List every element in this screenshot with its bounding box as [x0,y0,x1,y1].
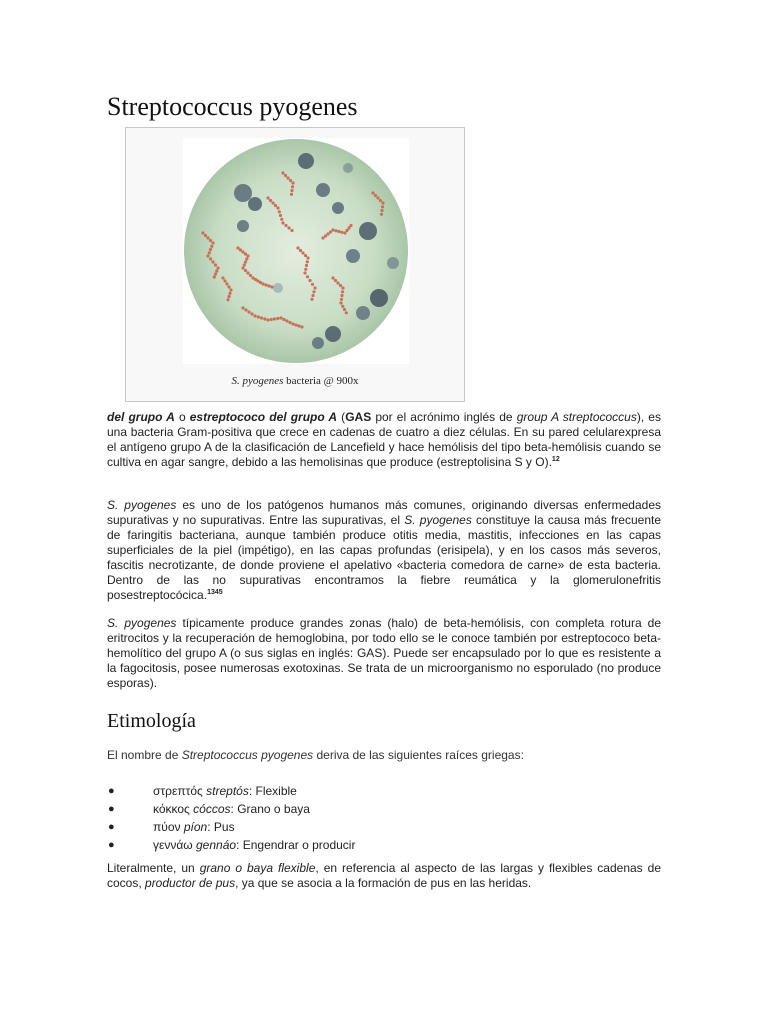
coccus-dot [213,275,216,278]
list-item [107,800,661,818]
coccus-dot [284,224,287,227]
micrograph-image [183,138,409,364]
coccus-dot [211,260,214,263]
text-fragment: es uno de los patógenos humanos más comunes, originando diversas enfermedades supurativas y no supurativas. Entre las supurativas, el [107,498,661,527]
coccus-dot [311,283,314,286]
list-item [107,818,661,836]
pathogen-paragraph [107,498,661,603]
coccus-dot [334,229,337,232]
coccus-dot [227,285,230,288]
etymology-conclusion [107,861,661,891]
coccus-dot [345,311,348,314]
term-gas: GAS [345,410,372,424]
coccus-dot [243,263,246,266]
coccus-dot [214,263,217,266]
coccus-dot [337,230,340,233]
text-fragment: típicamente produce grandes zonas (halo) de beta-hemólisis, con completa rotura de eritrocitos y la recuperación de hemoglobina, por todo ello se le conoce también por estreptococo beta-hemolítico del grupo A (o sus siglas en inglés: GAS). Puede ser encapsulado por lo que es resistente a la fagocitosis, posee numerosas exotoxinas. Se trata de un microorganismo no esporulado (no produce esporas). [107,616,662,690]
coccus-dot [284,174,287,177]
coccus-dot [263,317,266,320]
coccus-dot [306,260,309,263]
transliteration: cóccos [193,802,231,816]
bullet-icon: ● [108,821,115,833]
coccus-dot [247,310,250,313]
coccus-dot [297,324,300,327]
greek-word: στρεπτός [153,784,207,798]
page-title: Streptococcus pyogenes [107,92,358,121]
coccus-dot [270,285,273,288]
etymology-list [107,782,661,854]
coccus-dot [326,232,329,235]
text-fragment: , ya que se asocia a la formación de pus en las heridas. [235,876,532,890]
coccus-dot [300,325,303,328]
meaning: : Pus [207,820,235,834]
coccus-dot [306,275,309,278]
coccus-dot [228,292,231,295]
coccus-dot [294,323,297,326]
coccus-dot [336,281,339,284]
coccus-dot [244,252,247,255]
coccus-dot [305,264,308,267]
coccus-dot [221,276,224,279]
text-fragment: constituye la causa más frecuente de faringitis bacteriana, aunque también produce otitis media, mastitis, infecciones en las capas superficiales de la piel (impétigo), en las capas profundas (erisipela), y en los casos más severos, fascitis necrotizante, de donde proviene el apelativo «bacteria comedora de carne» de esta bacteria. Dentro de las no supurativas encontramos la fiebre reumática y la glomerulonefritis posestreptocócica. [107,513,662,602]
transliteration: streptós [206,784,249,798]
coccus-dot [246,254,249,257]
coccus-dot [241,306,244,309]
intro-paragraph [107,410,661,470]
bacteria-figure [125,127,465,402]
micrograph-svg [183,138,409,364]
coccus-dot [250,312,253,315]
coccus-dot [244,269,247,272]
coccus-dot [306,256,309,259]
coccus-dot [249,274,252,277]
greek-word: πύον [153,820,184,834]
coccus-dot [343,231,346,234]
coccus-dot [282,318,285,321]
coccus-dot [371,191,374,194]
coccus-dot [239,248,242,251]
coccus-dot [286,176,289,179]
coccus-dot [290,189,293,192]
term-group-a-streptococcus: group A streptococcus [516,410,637,424]
coccus-dot [266,318,269,321]
coccus-dot [376,196,379,199]
text-fragment: deriva de las siguientes raíces griegas: [313,748,524,762]
coccus-dot [281,171,284,174]
coccus-dot [274,204,277,207]
text-fragment: ), es una bacteria Gram-positiva que crece en cadenas de cuatro a diez células. En su pared celularexpresa el antígeno grupo A de la clasificación de Lancefield y hace hemólisis del tipo beta-hemólisis cuando se cultiva en agar sangre, debido a las hemolisinas que produce (estreptolisina S y O). [107,410,661,469]
coccus-dot [339,301,342,304]
coccus-dot [227,295,230,298]
coccus-dot [226,298,229,301]
coccus-dot [308,279,311,282]
transliteration: píon [183,820,208,834]
coccus-dot [341,305,344,308]
coccus-dot [236,246,239,249]
coccus-dot [313,286,316,289]
coccus-dot [334,279,337,282]
coccus-dot [381,205,384,208]
coccus-dot [340,298,343,301]
coccus-dot [311,294,314,297]
coccus-dot [211,241,214,244]
coccus-dot [345,229,348,232]
coccus-dot [209,257,212,260]
coccus-dot [341,286,344,289]
coccus-dot [312,290,315,293]
coccus-dot [276,206,279,209]
coccus-dot [304,268,307,271]
coccus-dot [271,201,274,204]
coccus-dot [380,209,383,212]
coccus-dot [339,284,342,287]
coccus-dot [206,254,209,257]
meaning: : Engendrar o producir [236,838,356,852]
bullet-icon: ● [108,785,115,797]
coccus-dot [287,226,290,229]
coccus-dot [290,229,293,232]
bullet-icon: ● [108,803,115,815]
coccus-dot [246,271,249,274]
coccus-dot [340,231,343,234]
coccus-dot [253,314,256,317]
coccus-dot [204,234,207,237]
coccus-dot [291,322,294,325]
coccus-dot [303,271,306,274]
coccus-dot [329,230,332,233]
coccus-dot [241,266,244,269]
coccus-dot [244,260,247,263]
coccus-dot [267,284,270,287]
term-s-pyogenes: S. pyogenes [404,513,472,527]
coccus-dot [381,201,384,204]
coccus-dot [209,239,212,242]
list-item [107,836,661,854]
coccus-dot [321,236,324,239]
meaning: : Flexible [248,784,297,798]
bullet-icon: ● [108,839,115,851]
coccus-dot [241,250,244,253]
hemolysis-paragraph [107,616,661,691]
term-group-a: del grupo A [107,410,175,424]
coccus-dot [324,234,327,237]
coccus-dot [210,245,213,248]
coccus-dot [201,231,204,234]
coccus-dot [290,193,293,196]
term-productor-pus: productor de pus [145,876,236,890]
coccus-dot [225,282,228,285]
term-s-pyogenes: S. pyogenes [107,616,177,630]
text-fragment: por el acrónimo inglés de [371,410,517,424]
coccus-dot [208,251,211,254]
text-fragment: Literalmente, un [107,861,200,875]
coccus-dot [310,298,313,301]
coccus-dot [279,214,282,217]
coccus-dot [266,196,269,199]
etymology-intro [107,748,524,762]
coccus-dot [270,318,273,321]
coccus-dot [347,226,350,229]
coccus-dot [285,319,288,322]
coccus-dot [301,251,304,254]
meaning: : Grano o baya [230,802,310,816]
coccus-dot [349,224,352,227]
coccus-dot [340,294,343,297]
term-grano-flexible: grano o baya flexible [199,861,316,875]
coccus-dot [341,290,344,293]
term-s-pyogenes: S. pyogenes [107,498,177,512]
coccus-dot [331,276,334,279]
coccus-dot [244,308,247,311]
coccus-dot [276,317,279,320]
coccus-dot [264,283,267,286]
reference-marker: 12 [551,456,560,463]
coccus-dot [269,199,272,202]
coccus-dot [281,221,284,224]
coccus-dot [260,316,263,319]
coccus-dot [261,282,264,285]
reference-marker: 1345 [207,589,223,596]
coccus-dot [279,316,282,319]
coccus-dot [229,288,232,291]
text-fragment: , en referencia al aspecto de las largas y flexibles cadenas de cocos, [107,861,662,890]
etymology-heading: Etimología [107,710,196,732]
coccus-dot [288,321,291,324]
coccus-dot [291,181,294,184]
coccus-dot [257,315,260,318]
coccus-dot [291,185,294,188]
coccus-dot [223,279,226,282]
list-item [107,782,661,800]
coccus-dot [380,213,383,216]
coccus-dot [299,249,302,252]
coccus-dot [209,248,212,251]
transliteration: gennáo [196,838,237,852]
coccus-dot [206,236,209,239]
text-fragment: ( [337,410,346,424]
coccus-dot [273,317,276,320]
coccus-dot [343,308,346,311]
greek-word: κόκκος [153,802,194,816]
coccus-dot [280,218,283,221]
coccus-dot [289,179,292,182]
coccus-dot [214,272,217,275]
coccus-dot [245,257,248,260]
caption-species: S. pyogenes [231,375,284,387]
coccus-dot [215,269,218,272]
coccus-dot [331,228,334,231]
coccus-dot [216,266,219,269]
figure-caption [126,375,464,387]
coccus-dot [374,194,377,197]
text-fragment: El nombre de [107,748,182,762]
coccus-dot [296,246,299,249]
coccus-dot [379,199,382,202]
coccus-dot [304,254,307,257]
text-fragment: o [174,410,190,424]
term-estreptococo: estreptococo del grupo A [189,410,338,424]
caption-text: bacteria @ 900x [283,375,359,387]
greek-word: γεννάω [153,838,196,852]
term-species-name: Streptococcus pyogenes [181,748,314,762]
microscope-field [184,139,408,363]
coccus-dot [278,210,281,213]
